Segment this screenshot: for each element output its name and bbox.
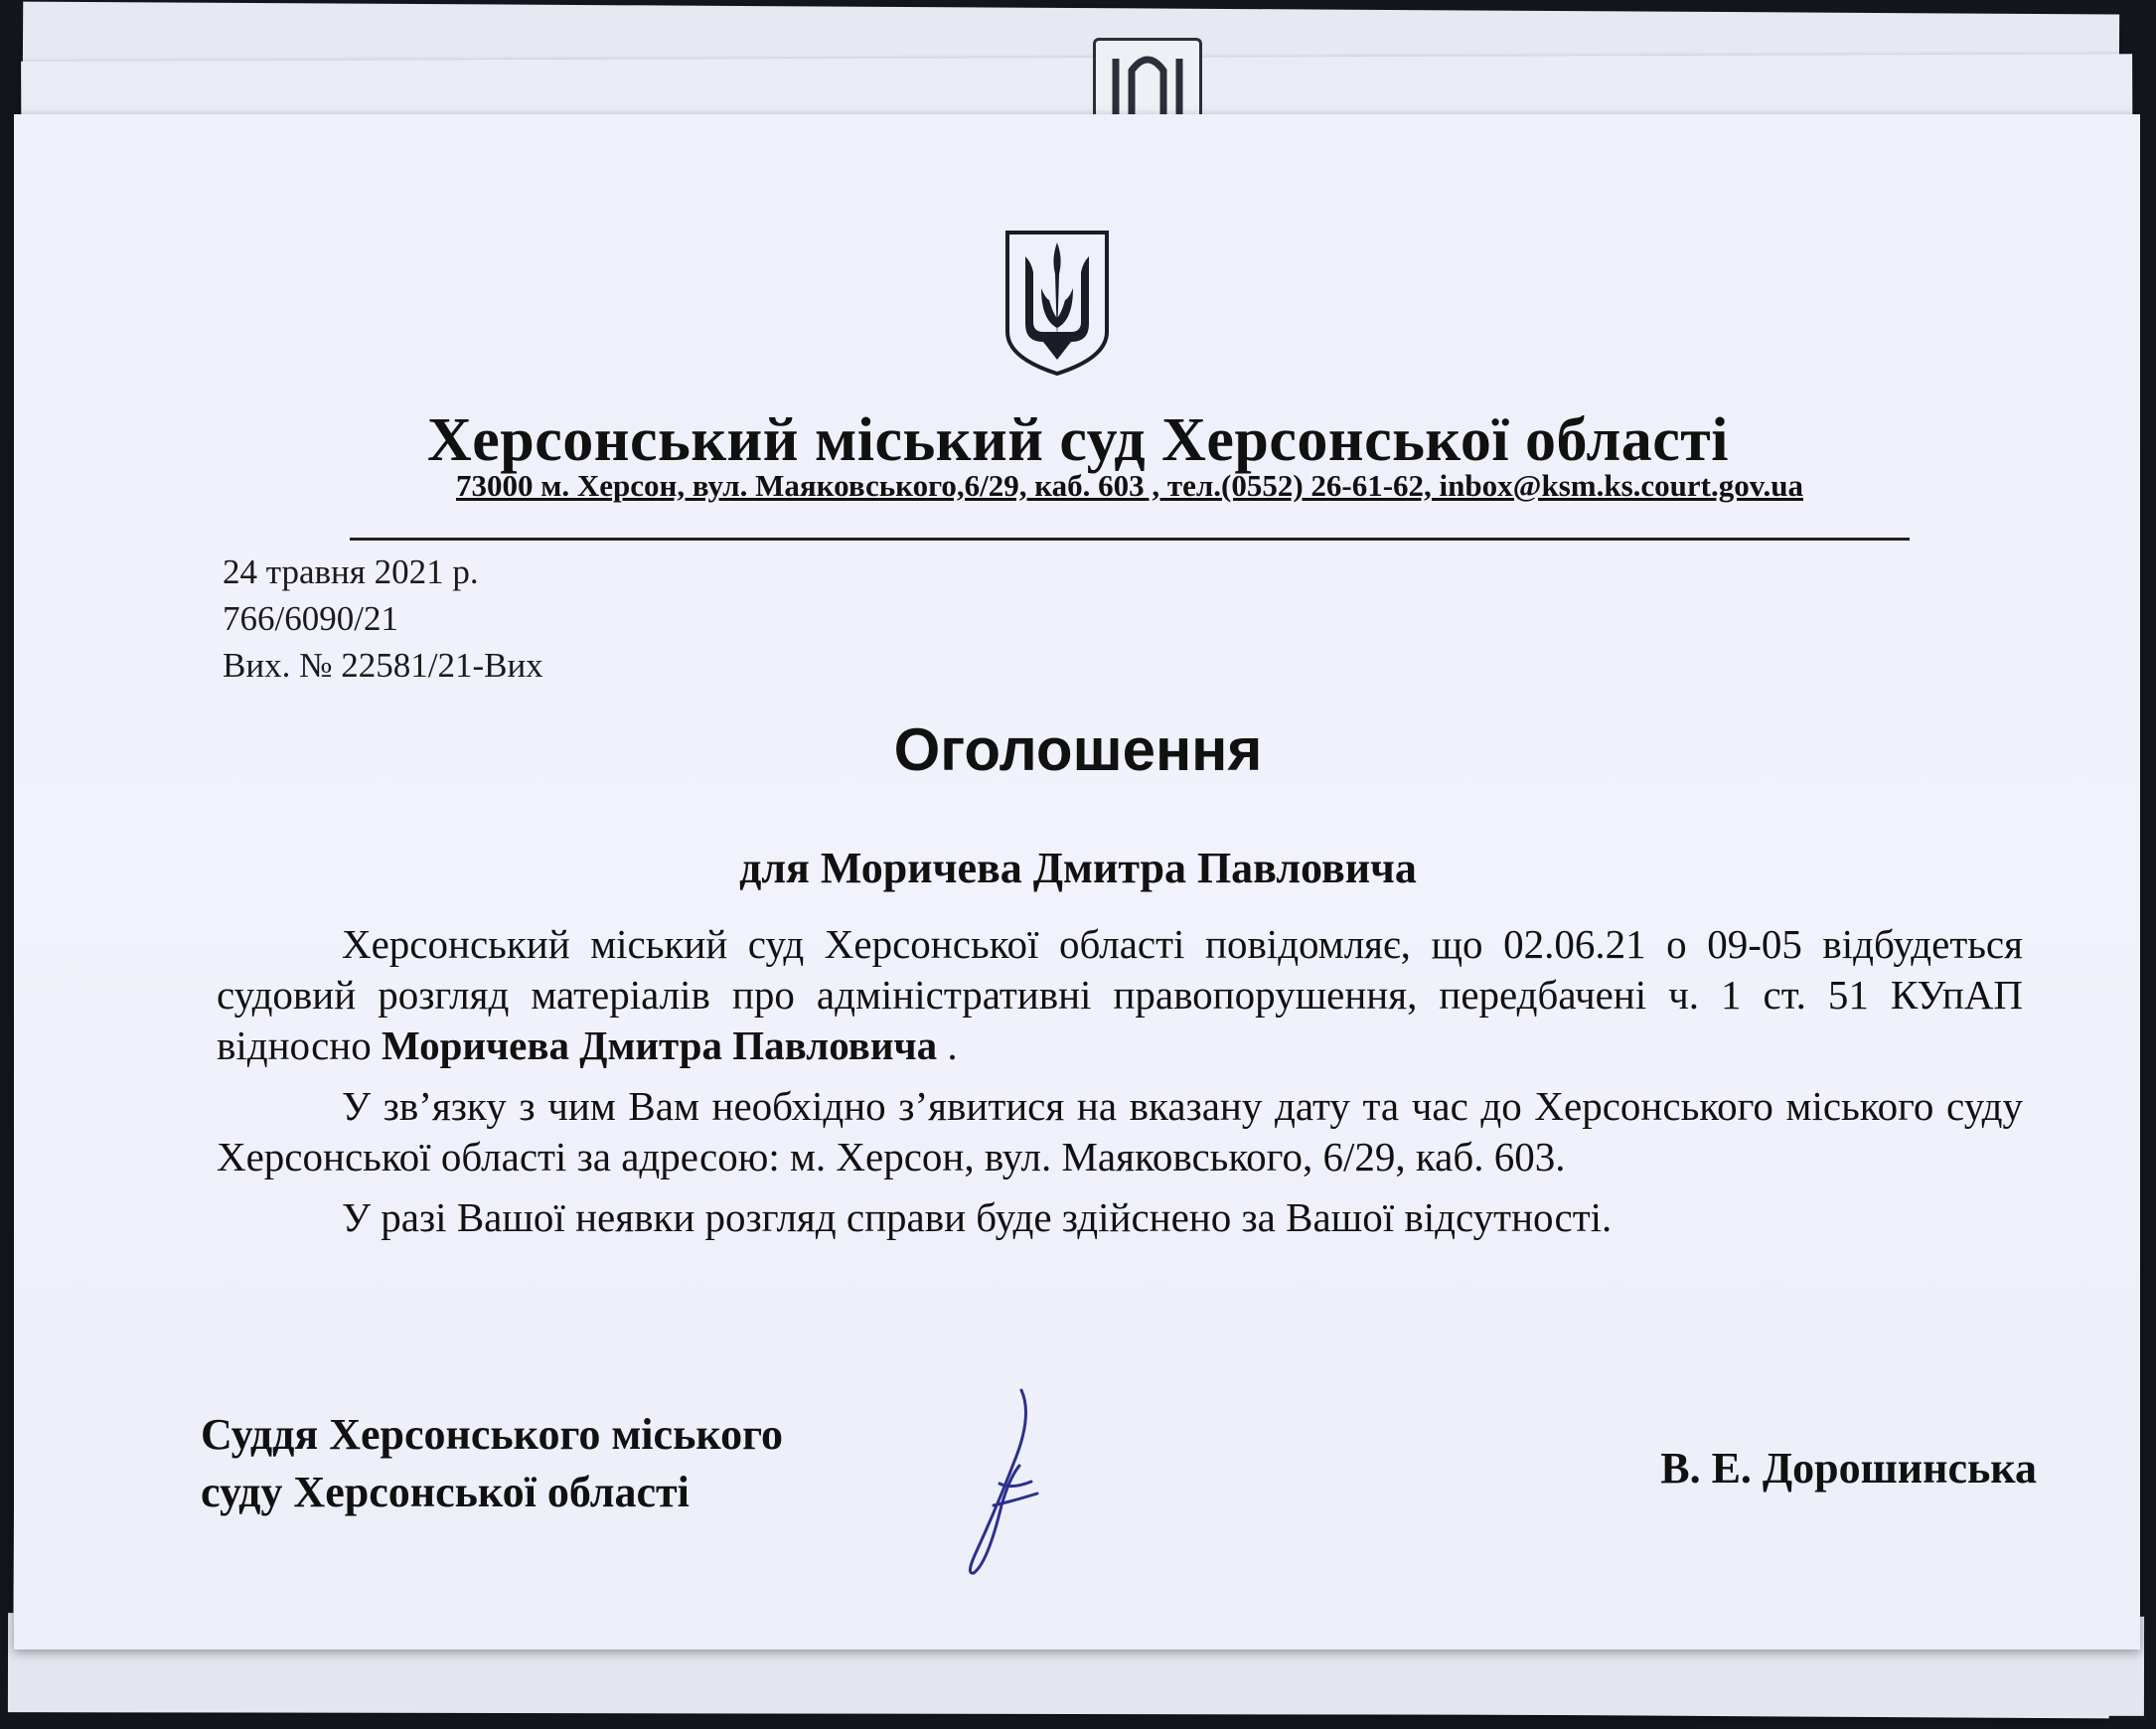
document-meta — [223, 549, 543, 689]
judge-name: В. Е. Дорошинська — [1660, 1444, 2037, 1493]
notice-body — [217, 919, 2023, 1243]
notice-addressee: для Моричева Дмитра Павловича — [739, 844, 1417, 892]
notice-paragraph: У зв’язку з чим Вам необхідно з’явитися на вказану дату та час до Херсонського міського суду Херсонської області за адресою: м. Херсон, вул. Маяковського, 6/29, каб. 603. — [217, 1083, 2023, 1179]
court-name: Херсонський міський суд Херсонської області — [427, 406, 1729, 474]
coat-of-arms-icon — [1003, 229, 1111, 376]
outgoing-number: Вих. № 22581/21-Вих — [223, 646, 543, 685]
handwritten-signature — [954, 1386, 1063, 1580]
court-address: 73000 м. Херсон, вул. Маяковського,6/29, каб. 603 , тел.(0552) 26-61-62, inbox@ksm.ks.court.gov.ua — [455, 468, 1804, 503]
address-underline — [350, 538, 1910, 541]
defendant-name: Моричева Дмитра Павловича — [381, 1022, 938, 1068]
back-sheet-emblem — [1093, 38, 1202, 122]
case-number: 766/6090/21 — [223, 599, 398, 638]
notice-paragraph: У разі Вашої неявки розгляд справи буде здійснено за Вашої відсутності. — [342, 1194, 1613, 1240]
notice-paragraph: Херсонський міський суд Херсонської області повідомляє, що 02.06.21 о 09-05 відбудеться судовий розгляд матеріалів про адміністративні правопорушення, передбачені ч. 1 ст. 51 КУпАП відносно Моричева Дмитра Павловича . — [217, 921, 2023, 1068]
judge-position: Суддя Херсонського міського суду Херсонської області — [201, 1410, 783, 1516]
document-date: 24 травня 2021 р. — [223, 552, 479, 591]
notice-title: Оголошення — [893, 716, 1263, 783]
